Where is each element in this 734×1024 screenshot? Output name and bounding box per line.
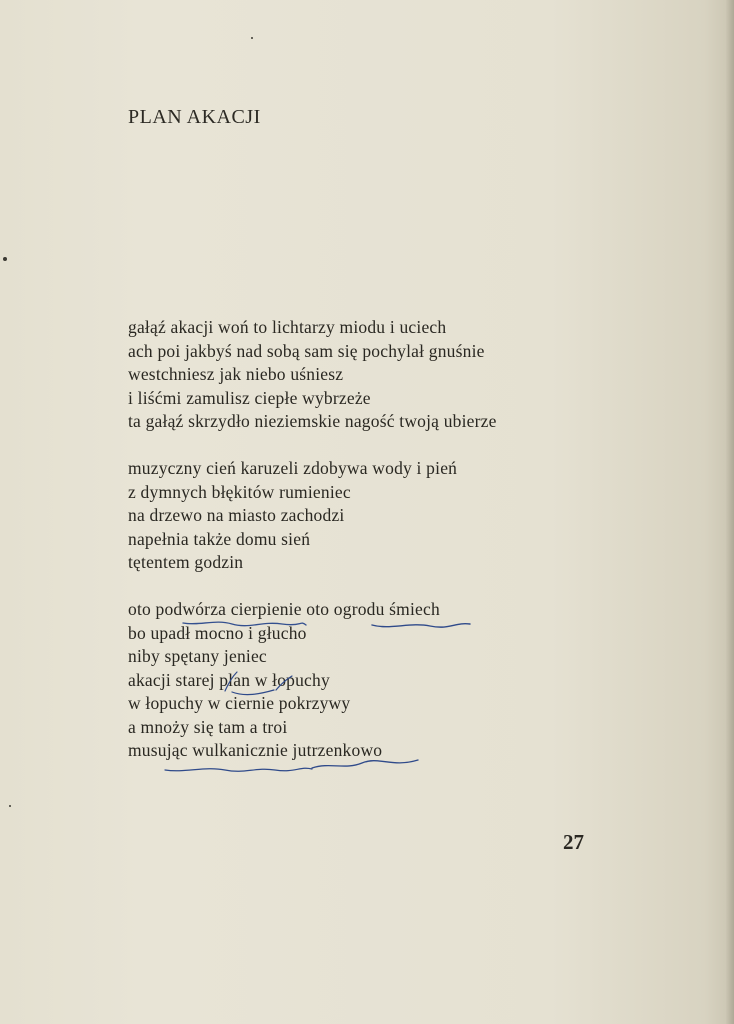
poem-line: na drzewo na miasto zachodzi	[128, 505, 345, 525]
poem-line: i liśćmi zamulisz ciepłe wybrzeże	[128, 387, 371, 408]
poem-line: ta gałąź skrzydło nieziemskie nagość twoją ubierze	[128, 411, 497, 431]
poem-title: PLAN AKACJI	[128, 106, 261, 128]
poem-line: oto podwórza cierpienie oto ogrodu śmiech	[128, 599, 440, 619]
poem-line: westchniesz jak niebo uśniesz	[128, 364, 344, 384]
stanza-3	[128, 598, 497, 763]
margin-speck	[3, 257, 7, 261]
stanza-1	[128, 316, 497, 434]
poem-line: gałąź akacji woń to lichtarzy miodu i uciech	[128, 317, 447, 337]
poem-line: w łopuchy w ciernie pokrzywy	[128, 693, 351, 713]
poem-line: muzyczny cień karuzeli zdobywa wody i pień	[128, 458, 458, 478]
poem-line: niby spętany jeniec	[128, 646, 267, 666]
poem-line: ach poi jakbyś nad sobą sam się pochylał gnuśnie	[128, 340, 485, 361]
poem-line: z dymnych błękitów rumieniec	[128, 481, 351, 502]
margin-speck	[9, 805, 11, 807]
poem-line: musując wulkanicznie jutrzenkowo	[128, 740, 383, 760]
poem-line: bo upadł mocno i głucho	[128, 622, 307, 643]
poem-line: napełnia także domu sień	[128, 528, 311, 549]
stanza-2	[128, 457, 497, 575]
poem-line: a mnoży się tam a troi	[128, 716, 288, 737]
page-number: 27	[563, 830, 584, 854]
poem-line: tętentem godzin	[128, 552, 244, 572]
margin-speck	[251, 37, 253, 39]
poem-body	[128, 316, 497, 786]
poem-line: akacji starej plan w łopuchy	[128, 669, 330, 690]
